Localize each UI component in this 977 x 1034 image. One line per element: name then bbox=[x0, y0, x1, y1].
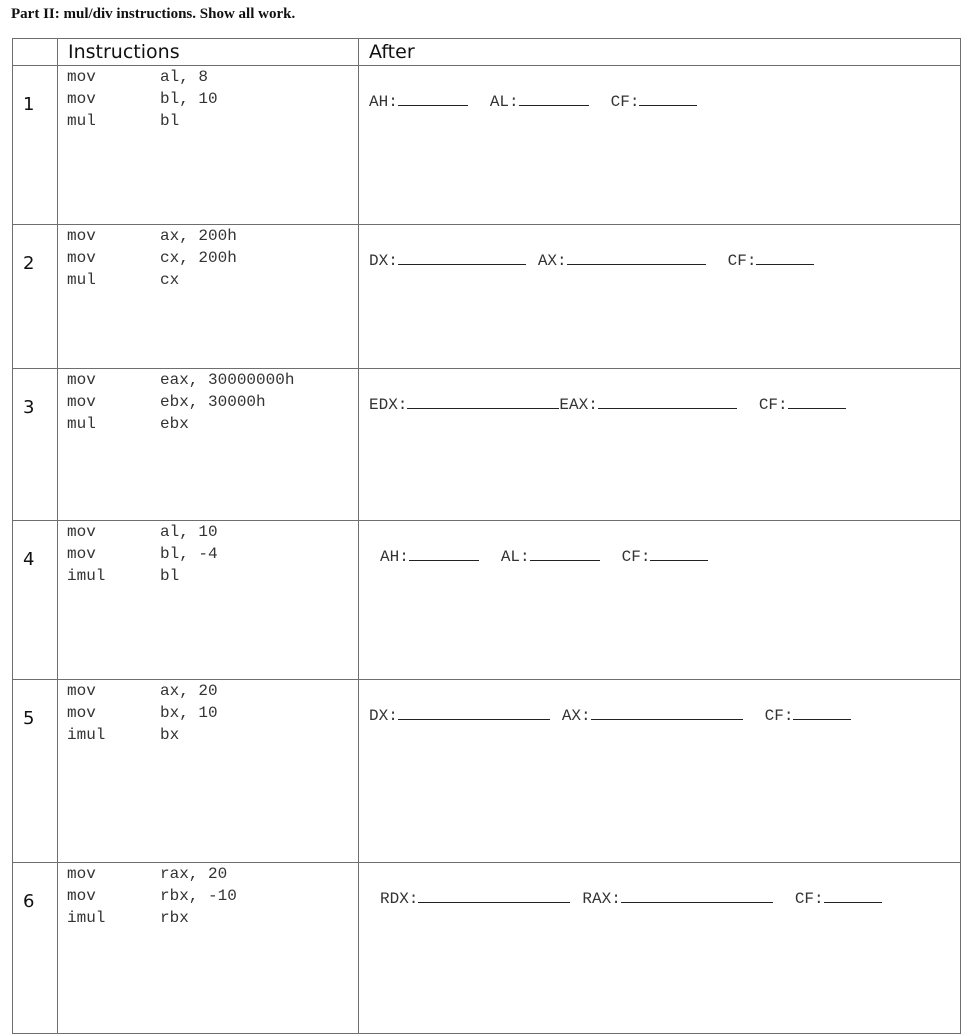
row-number-cell bbox=[13, 369, 58, 521]
row-number: 1 bbox=[23, 94, 35, 115]
opcode: mov bbox=[67, 523, 96, 541]
register-label: CF: bbox=[758, 396, 788, 414]
page-title: Part II: mul/div instructions. Show all work. bbox=[11, 6, 296, 22]
after-cell bbox=[359, 66, 961, 225]
register-results bbox=[380, 546, 708, 566]
opcode: mov bbox=[67, 682, 96, 700]
operands: bl, -4 bbox=[160, 545, 218, 563]
row-number: 3 bbox=[23, 397, 35, 418]
row-number: 2 bbox=[23, 253, 35, 274]
answer-blank[interactable] bbox=[639, 91, 697, 106]
row-number-cell bbox=[13, 680, 58, 863]
register-field bbox=[369, 394, 559, 414]
opcode: mov bbox=[67, 865, 96, 883]
code-line bbox=[67, 863, 358, 885]
instructions-cell bbox=[58, 225, 359, 369]
answer-blank[interactable] bbox=[418, 888, 570, 903]
header-instructions: Instructions bbox=[68, 41, 180, 63]
operands: ebx, 30000h bbox=[160, 393, 266, 411]
answer-blank[interactable] bbox=[824, 888, 882, 903]
code-block bbox=[58, 521, 358, 587]
register-label: CF: bbox=[794, 890, 824, 908]
register-field bbox=[562, 705, 743, 725]
answer-blank[interactable] bbox=[530, 546, 600, 561]
register-label: AH: bbox=[380, 548, 409, 566]
code-line bbox=[67, 521, 358, 543]
code-line bbox=[67, 565, 358, 587]
register-label: CF: bbox=[621, 548, 651, 566]
operands: rbx bbox=[160, 909, 189, 927]
row-number: 5 bbox=[23, 708, 35, 729]
register-field bbox=[622, 546, 709, 566]
register-results bbox=[369, 394, 846, 414]
register-label: RAX: bbox=[582, 890, 621, 908]
opcode: mov bbox=[67, 371, 96, 389]
operands: ebx bbox=[160, 415, 189, 433]
register-field bbox=[369, 250, 526, 270]
register-label: AL: bbox=[489, 93, 519, 111]
code-line bbox=[67, 369, 358, 391]
register-label: EAX: bbox=[559, 396, 598, 414]
code-line bbox=[67, 269, 358, 291]
register-results bbox=[369, 91, 697, 111]
answer-blank[interactable] bbox=[650, 546, 708, 561]
register-field bbox=[795, 888, 882, 908]
code-line bbox=[67, 543, 358, 565]
opcode: mov bbox=[67, 68, 96, 86]
code-block bbox=[58, 863, 358, 929]
register-field bbox=[538, 250, 706, 270]
opcode: mul bbox=[67, 112, 96, 130]
row-number-cell bbox=[13, 521, 58, 680]
code-block bbox=[58, 225, 358, 291]
code-line bbox=[67, 110, 358, 132]
answer-blank[interactable] bbox=[519, 91, 589, 106]
table-row bbox=[13, 680, 961, 863]
after-cell bbox=[359, 863, 961, 1034]
operands: bl bbox=[160, 112, 180, 130]
operands: cx bbox=[160, 271, 180, 289]
table-row bbox=[13, 369, 961, 521]
code-line bbox=[67, 66, 358, 88]
answer-blank[interactable] bbox=[398, 250, 526, 265]
opcode: imul bbox=[67, 567, 106, 585]
operands: cx, 200h bbox=[160, 249, 237, 267]
opcode: mov bbox=[67, 887, 96, 905]
opcode: mov bbox=[67, 227, 96, 245]
after-cell bbox=[359, 225, 961, 369]
opcode: mov bbox=[67, 249, 96, 267]
header-after-cell bbox=[359, 39, 961, 66]
code-block bbox=[58, 66, 358, 132]
after-cell bbox=[359, 521, 961, 680]
register-label: RDX: bbox=[380, 890, 419, 908]
instructions-cell bbox=[58, 863, 359, 1034]
table-row bbox=[13, 863, 961, 1034]
code-line bbox=[67, 88, 358, 110]
register-label: CF: bbox=[727, 252, 757, 270]
answer-blank[interactable] bbox=[567, 250, 706, 265]
opcode: mul bbox=[67, 415, 96, 433]
code-line bbox=[67, 907, 358, 929]
operands: rbx, -10 bbox=[160, 887, 237, 905]
header-number-cell bbox=[13, 39, 58, 66]
instructions-cell bbox=[58, 521, 359, 680]
register-field bbox=[765, 705, 852, 725]
register-field bbox=[490, 91, 589, 111]
code-line bbox=[67, 885, 358, 907]
register-results bbox=[369, 250, 814, 270]
answer-blank[interactable] bbox=[407, 394, 559, 409]
opcode: mov bbox=[67, 90, 96, 108]
row-number-cell bbox=[13, 66, 58, 225]
register-label: DX: bbox=[369, 252, 398, 270]
table-row bbox=[13, 66, 961, 225]
code-line bbox=[67, 702, 358, 724]
operands: bx bbox=[160, 726, 180, 744]
row-number: 6 bbox=[23, 891, 35, 912]
opcode: imul bbox=[67, 726, 106, 744]
answer-blank[interactable] bbox=[591, 705, 743, 720]
register-label: AX: bbox=[561, 707, 591, 725]
opcode: imul bbox=[67, 909, 106, 927]
opcode: mov bbox=[67, 704, 96, 722]
answer-blank[interactable] bbox=[598, 394, 737, 409]
register-field bbox=[611, 91, 698, 111]
table-header-row bbox=[13, 39, 961, 66]
operands: rax, 20 bbox=[160, 865, 228, 883]
instructions-cell bbox=[58, 680, 359, 863]
register-label: AH: bbox=[369, 93, 398, 111]
code-line bbox=[67, 680, 358, 702]
register-field bbox=[380, 888, 570, 908]
register-label: CF: bbox=[764, 707, 794, 725]
opcode: mov bbox=[67, 393, 96, 411]
register-field bbox=[369, 705, 550, 725]
register-label: AL: bbox=[500, 548, 530, 566]
answer-blank[interactable] bbox=[409, 546, 479, 561]
row-number: 4 bbox=[23, 549, 35, 570]
answer-blank[interactable] bbox=[788, 394, 846, 409]
register-results bbox=[369, 705, 851, 725]
opcode: mov bbox=[67, 545, 96, 563]
code-line bbox=[67, 247, 358, 269]
operands: ax, 20 bbox=[160, 682, 218, 700]
answer-blank[interactable] bbox=[398, 91, 468, 106]
register-field bbox=[728, 250, 815, 270]
after-cell bbox=[359, 680, 961, 863]
code-block bbox=[58, 680, 358, 746]
code-line bbox=[67, 391, 358, 413]
register-results bbox=[380, 888, 882, 908]
instructions-cell bbox=[58, 66, 359, 225]
operands: bl bbox=[160, 567, 180, 585]
register-label: EDX: bbox=[369, 396, 408, 414]
header-after: After bbox=[369, 41, 415, 63]
operands: bx, 10 bbox=[160, 704, 218, 722]
code-line bbox=[67, 413, 358, 435]
register-field bbox=[501, 546, 600, 566]
answer-blank[interactable] bbox=[621, 888, 773, 903]
register-label: DX: bbox=[369, 707, 398, 725]
code-line bbox=[67, 225, 358, 247]
after-cell bbox=[359, 369, 961, 521]
answer-blank[interactable] bbox=[398, 705, 550, 720]
answer-blank[interactable] bbox=[756, 250, 814, 265]
header-instructions-cell bbox=[58, 39, 359, 66]
register-field bbox=[582, 888, 772, 908]
operands: bl, 10 bbox=[160, 90, 218, 108]
answer-blank[interactable] bbox=[793, 705, 851, 720]
register-label: CF: bbox=[610, 93, 640, 111]
operands: ax, 200h bbox=[160, 227, 237, 245]
register-field bbox=[369, 91, 468, 111]
row-number-cell bbox=[13, 225, 58, 369]
register-label: AX: bbox=[537, 252, 567, 270]
row-number-cell bbox=[13, 863, 58, 1034]
register-field bbox=[759, 394, 846, 414]
operands: al, 10 bbox=[160, 523, 218, 541]
worksheet-table bbox=[12, 38, 961, 1034]
opcode: mul bbox=[67, 271, 96, 289]
instructions-cell bbox=[58, 369, 359, 521]
code-line bbox=[67, 724, 358, 746]
table-row bbox=[13, 521, 961, 680]
register-field bbox=[380, 546, 479, 566]
code-block bbox=[58, 369, 358, 435]
operands: al, 8 bbox=[160, 68, 209, 86]
table-row bbox=[13, 225, 961, 369]
operands: eax, 30000000h bbox=[160, 371, 295, 389]
register-field bbox=[559, 394, 736, 414]
